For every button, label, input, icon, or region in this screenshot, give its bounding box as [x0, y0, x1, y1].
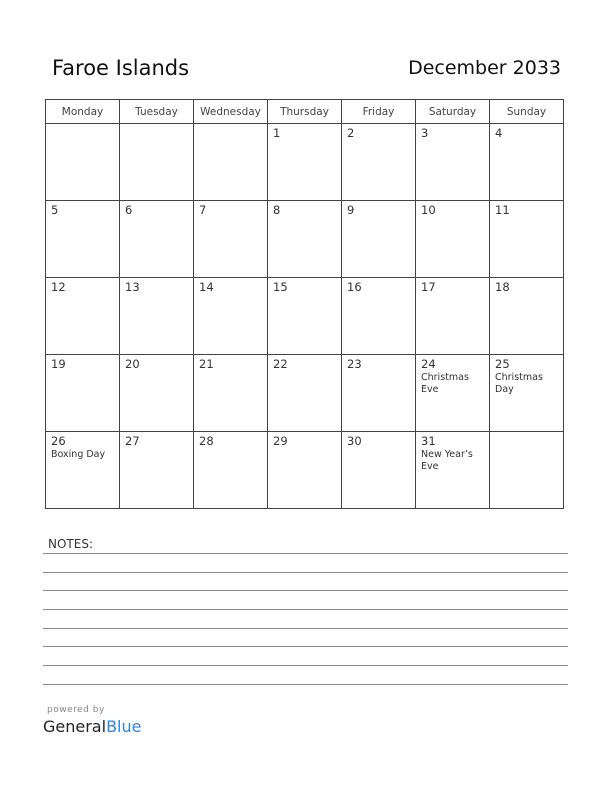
day-number: 5: [51, 203, 59, 217]
notes-line: [43, 646, 568, 647]
day-cell: [268, 432, 342, 509]
day-cell: [490, 432, 564, 509]
weekday-header: Thursday: [268, 100, 342, 124]
brand-general-text: General: [43, 717, 107, 736]
notes-line: [43, 609, 568, 610]
day-number: 27: [125, 434, 140, 448]
day-number: 12: [51, 280, 66, 294]
day-cell: [46, 432, 120, 509]
day-cell: [268, 124, 342, 201]
day-number: 9: [347, 203, 355, 217]
day-number: 23: [347, 357, 362, 371]
weekday-header-row: [46, 100, 564, 124]
notes-line: [43, 628, 568, 629]
day-number: 7: [199, 203, 207, 217]
day-cell: [342, 124, 416, 201]
weekday-header: Saturday: [416, 100, 490, 124]
week-row: [46, 432, 564, 509]
day-cell: [416, 278, 490, 355]
day-number: 2: [347, 126, 355, 140]
day-number: 21: [199, 357, 214, 371]
day-number: 16: [347, 280, 362, 294]
day-cell: [194, 201, 268, 278]
day-cell: [46, 355, 120, 432]
day-number: 11: [495, 203, 510, 217]
day-number: 3: [421, 126, 429, 140]
day-cell: [490, 201, 564, 278]
day-cell: [46, 124, 120, 201]
day-cell: [342, 201, 416, 278]
calendar-grid: [45, 99, 564, 509]
notes-line: [43, 665, 568, 666]
holiday-label: Christmas Eve: [421, 372, 469, 395]
notes-line: [43, 553, 568, 554]
holiday-label: Christmas Day: [495, 372, 543, 395]
day-number: 31: [421, 434, 436, 448]
day-number: 20: [125, 357, 140, 371]
day-number: 10: [421, 203, 436, 217]
holiday-label: New Year’s Eve: [421, 449, 473, 472]
day-number: 26: [51, 434, 66, 448]
day-cell: [194, 278, 268, 355]
weekday-header: Friday: [342, 100, 416, 124]
generalblue-logo[interactable]: [43, 717, 141, 736]
week-row: [46, 355, 564, 432]
day-cell: [342, 355, 416, 432]
day-number: 29: [273, 434, 288, 448]
day-cell: [120, 201, 194, 278]
day-cell: [268, 355, 342, 432]
day-number: 14: [199, 280, 214, 294]
day-cell: [490, 355, 564, 432]
notes-label: NOTES:: [48, 537, 93, 551]
weekday-header: Tuesday: [120, 100, 194, 124]
day-number: 8: [273, 203, 281, 217]
day-cell: [416, 432, 490, 509]
notes-line: [43, 572, 568, 573]
month-label: December 2033: [408, 57, 561, 79]
day-cell: [342, 432, 416, 509]
day-cell: [342, 278, 416, 355]
weekday-header: Sunday: [490, 100, 564, 124]
day-number: 28: [199, 434, 214, 448]
page-title: Faroe Islands: [52, 56, 190, 80]
day-cell: [268, 201, 342, 278]
week-row: [46, 124, 564, 201]
day-number: 4: [495, 126, 503, 140]
day-cell: [46, 278, 120, 355]
week-row: [46, 201, 564, 278]
day-number: 1: [273, 126, 281, 140]
day-cell: [416, 124, 490, 201]
holiday-label: Boxing Day: [51, 449, 106, 460]
notes-line: [43, 684, 568, 685]
notes-line: [43, 590, 568, 591]
day-cell: [416, 201, 490, 278]
day-number: 30: [347, 434, 362, 448]
day-number: 6: [125, 203, 133, 217]
week-row: [46, 278, 564, 355]
powered-by-label: powered by: [47, 705, 105, 715]
day-cell: [268, 278, 342, 355]
day-number: 13: [125, 280, 140, 294]
day-number: 15: [273, 280, 288, 294]
day-number: 25: [495, 357, 510, 371]
weekday-header: Monday: [46, 100, 120, 124]
day-cell: [194, 355, 268, 432]
day-cell: [120, 432, 194, 509]
brand-blue-text: Blue: [106, 717, 142, 736]
day-cell: [194, 124, 268, 201]
day-number: 24: [421, 357, 436, 371]
day-number: 18: [495, 280, 510, 294]
day-cell: [120, 355, 194, 432]
day-cell: [490, 124, 564, 201]
weekday-header: Wednesday: [194, 100, 268, 124]
day-cell: [416, 355, 490, 432]
day-cell: [46, 201, 120, 278]
day-cell: [120, 278, 194, 355]
day-cell: [194, 432, 268, 509]
day-cell: [490, 278, 564, 355]
day-number: 22: [273, 357, 288, 371]
day-cell: [120, 124, 194, 201]
day-number: 19: [51, 357, 66, 371]
day-number: 17: [421, 280, 436, 294]
